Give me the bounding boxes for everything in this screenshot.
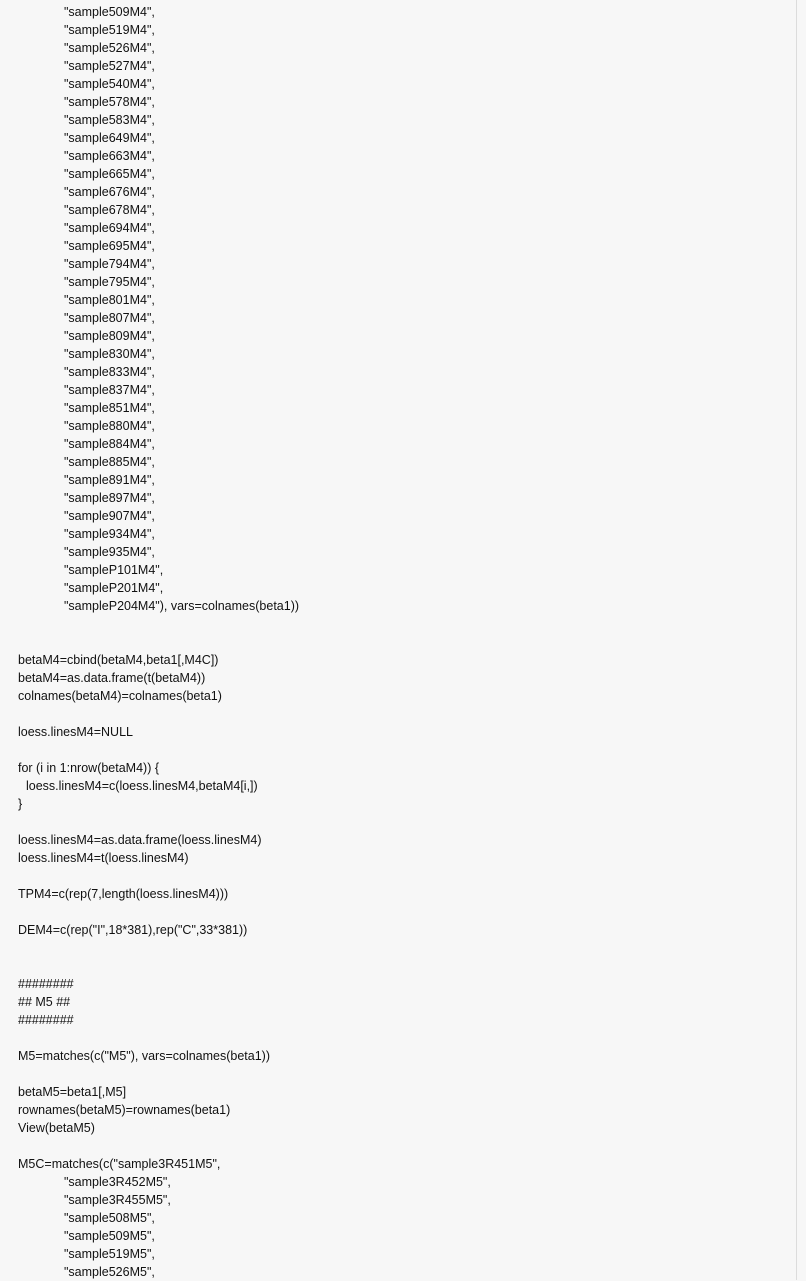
sample-entry: "sampleP204M4"), vars=colnames(beta1)) bbox=[64, 599, 300, 613]
code-line: loess.linesM4=NULL bbox=[18, 725, 133, 739]
code-line: betaM4=cbind(betaM4,beta1[,M4C]) bbox=[18, 653, 219, 667]
comment-line: ######## bbox=[18, 977, 74, 991]
sample-entry: "sample934M4", bbox=[64, 527, 155, 541]
code-line: M5=matches(c("M5"), vars=colnames(beta1)) bbox=[18, 1049, 271, 1063]
code-line: betaM5=beta1[,M5] bbox=[18, 1085, 127, 1099]
sample-entry: "sample509M5", bbox=[64, 1229, 155, 1243]
sample-entry: "sample663M4", bbox=[64, 149, 155, 163]
code-lines bbox=[18, 3, 299, 1281]
sample-entry: "sampleP101M4", bbox=[64, 563, 164, 577]
sample-entry: "sample3R452M5", bbox=[64, 1175, 171, 1189]
sample-entry: "sample880M4", bbox=[64, 419, 155, 433]
code-line: betaM4=as.data.frame(t(betaM4)) bbox=[18, 671, 206, 685]
code-line: loess.linesM4=as.data.frame(loess.linesM4) bbox=[18, 833, 262, 847]
code-line: DEM4=c(rep("I",18*381),rep("C",33*381)) bbox=[18, 923, 248, 937]
code-line: loess.linesM4=c(loess.linesM4,betaM4[i,]) bbox=[26, 779, 258, 793]
sample-entry: "sample809M4", bbox=[64, 329, 155, 343]
sample-entry: "sample851M4", bbox=[64, 401, 155, 415]
code-line: View(betaM5) bbox=[18, 1121, 95, 1135]
sample-entry: "sample807M4", bbox=[64, 311, 155, 325]
sample-entry: "sample833M4", bbox=[64, 365, 155, 379]
sample-entry: "sample526M5", bbox=[64, 1265, 155, 1279]
sample-entry: "sample884M4", bbox=[64, 437, 155, 451]
sample-entry: "sample794M4", bbox=[64, 257, 155, 271]
code-line: for (i in 1:nrow(betaM4)) { bbox=[18, 761, 160, 775]
sample-entry: "sample649M4", bbox=[64, 131, 155, 145]
sample-entry: "sample583M4", bbox=[64, 113, 155, 127]
code-line: TPM4=c(rep(7,length(loess.linesM4))) bbox=[18, 887, 229, 901]
sample-entry: "sample527M4", bbox=[64, 59, 155, 73]
sample-entry: "sample519M4", bbox=[64, 23, 155, 37]
sample-entry: "sample795M4", bbox=[64, 275, 155, 289]
sample-entry: "sample801M4", bbox=[64, 293, 155, 307]
code-line: rownames(betaM5)=rownames(beta1) bbox=[18, 1103, 231, 1117]
code-line: loess.linesM4=t(loess.linesM4) bbox=[18, 851, 189, 865]
code-line: colnames(betaM4)=colnames(beta1) bbox=[18, 689, 222, 703]
sample-entry: "sample526M4", bbox=[64, 41, 155, 55]
code-line: M5C=matches(c("sample3R451M5", bbox=[18, 1157, 221, 1171]
sample-entry: "sample837M4", bbox=[64, 383, 155, 397]
sample-entry: "sample676M4", bbox=[64, 185, 155, 199]
sample-entry: "sample509M4", bbox=[64, 5, 155, 19]
sample-entry: "sample891M4", bbox=[64, 473, 155, 487]
sample-entry: "sample830M4", bbox=[64, 347, 155, 361]
sample-entry: "sample897M4", bbox=[64, 491, 155, 505]
code-line: } bbox=[18, 797, 23, 811]
sample-list-m5 bbox=[18, 1173, 299, 1281]
comment-line: ######## bbox=[18, 1013, 74, 1027]
sample-entry: "sample508M5", bbox=[64, 1211, 155, 1225]
sample-entry: "sample695M4", bbox=[64, 239, 155, 253]
sample-list-m4 bbox=[18, 3, 299, 615]
sample-entry: "sample907M4", bbox=[64, 509, 155, 523]
section-header-m5: ## M5 ## bbox=[18, 995, 71, 1009]
sample-entry: "sample578M4", bbox=[64, 95, 155, 109]
sample-entry: "sample694M4", bbox=[64, 221, 155, 235]
sample-entry: "sample540M4", bbox=[64, 77, 155, 91]
sample-entry: "sample665M4", bbox=[64, 167, 155, 181]
sample-entry: "sample519M5", bbox=[64, 1247, 155, 1261]
sample-entry: "sample678M4", bbox=[64, 203, 155, 217]
sample-entry: "sample3R455M5", bbox=[64, 1193, 171, 1207]
sample-entry: "sample885M4", bbox=[64, 455, 155, 469]
sample-entry: "sampleP201M4", bbox=[64, 581, 164, 595]
sample-entry: "sample935M4", bbox=[64, 545, 155, 559]
